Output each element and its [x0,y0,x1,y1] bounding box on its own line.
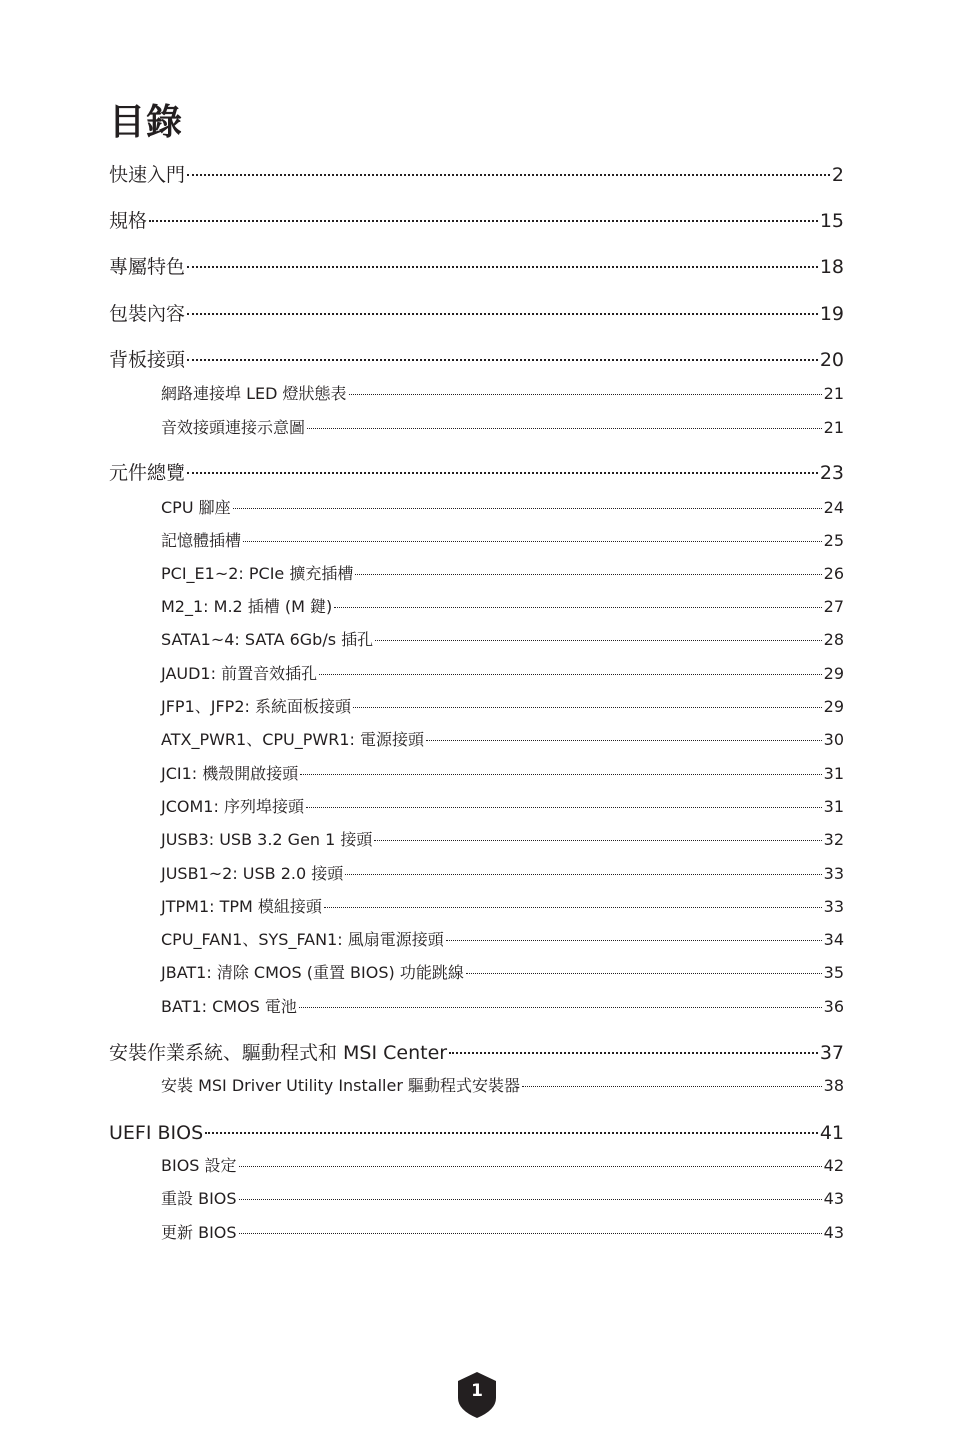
toc-subentry[interactable] [161,1154,844,1178]
toc-entry-label: 重設 BIOS [161,1189,237,1208]
toc-entry-page: 21 [823,384,844,403]
dot-leader [243,541,822,542]
toc-entry-label: 快速入門 [109,164,186,186]
toc-subentry[interactable] [161,1221,844,1245]
toc-subentry[interactable] [161,862,844,886]
toc-entry-label: JUSB3: USB 3.2 Gen 1 接頭 [161,830,373,849]
dot-leader [307,428,822,429]
toc-entry-page: 27 [823,597,844,616]
dot-leader [522,1086,822,1087]
toc-entry-page: 32 [823,830,844,849]
toc-entry-page: 42 [823,1156,844,1175]
page-number: 1 [471,1381,483,1401]
toc-entry-page: 33 [823,864,844,883]
toc-entry-label: JCI1: 機殼開啟接頭 [161,764,299,783]
toc-entry-page: 38 [823,1076,844,1095]
toc-entry-label: ATX_PWR1、CPU_PWR1: 電源接頭 [161,730,424,749]
page-number-badge [458,1372,496,1418]
dot-leader [187,313,818,315]
toc-entry-page: 2 [831,164,844,186]
toc-entry-page: 15 [819,210,844,232]
toc-entry-label: BAT1: CMOS 電池 [161,997,297,1016]
toc-entry-label: JBAT1: 清除 CMOS (重置 BIOS) 功能跳線 [161,963,464,982]
toc-entry[interactable] [109,300,844,328]
toc-entry-page: 34 [823,930,844,949]
toc-entry-label: 更新 BIOS [161,1223,237,1242]
toc-subentry[interactable] [161,496,844,520]
dot-leader [233,508,822,509]
dot-leader [306,807,822,808]
toc-entry-label: PCI_E1~2: PCIe 擴充插槽 [161,564,354,583]
toc-entry[interactable] [109,346,844,374]
toc-entry-label: 規格 [109,210,148,232]
toc-entry-label: 包裝內容 [109,303,186,325]
toc-subentry[interactable] [161,828,844,852]
toc-subentry[interactable] [161,995,844,1019]
toc-entry-label: M2_1: M.2 插槽 (M 鍵) [161,597,333,616]
toc-entry-page: 29 [823,664,844,683]
toc-entry-page: 30 [823,730,844,749]
toc-subentry[interactable] [161,795,844,819]
toc-entry-label: 安裝作業系統、驅動程式和 MSI Center [109,1042,448,1064]
dot-leader [466,973,822,974]
toc-subentry[interactable] [161,728,844,752]
toc-subentry[interactable] [161,961,844,985]
toc-entry-label: JCOM1: 序列埠接頭 [161,797,304,816]
toc-entry-page: 29 [823,697,844,716]
toc-entry[interactable] [109,459,844,487]
toc-entry-page: 19 [819,303,844,325]
toc-entry-page: 21 [823,418,844,437]
toc-subentry[interactable] [161,662,844,686]
dot-leader [239,1166,822,1167]
toc-subentry[interactable] [161,416,844,440]
toc-entry-label: JUSB1~2: USB 2.0 接頭 [161,864,344,883]
toc-subentry[interactable] [161,595,844,619]
toc-entry-page: 36 [823,997,844,1016]
toc-subentry[interactable] [161,695,844,719]
toc-entry-page: 20 [819,349,844,371]
toc-entry-page: 31 [823,797,844,816]
toc-entry-page: 25 [823,531,844,550]
dot-leader [355,574,821,575]
dot-leader [349,394,822,395]
toc-subentry[interactable] [161,1187,844,1211]
toc-entry-page: 31 [823,764,844,783]
toc-subentry[interactable] [161,382,844,406]
toc-entry-page: 41 [819,1122,844,1144]
dot-leader [449,1052,818,1054]
toc-entry-page: 35 [823,963,844,982]
dot-leader [205,1132,818,1134]
toc-subentry[interactable] [161,1074,844,1098]
dot-leader [446,940,822,941]
dot-leader [187,472,818,474]
toc-entry[interactable] [109,1039,844,1067]
toc-entry-page: 43 [823,1189,844,1208]
toc-subentry[interactable] [161,529,844,553]
toc-entry-page: 23 [819,462,844,484]
toc-subentry[interactable] [161,628,844,652]
dot-leader [426,740,822,741]
toc-entry-label: CPU 腳座 [161,498,231,517]
dot-leader [334,607,821,608]
toc-entry-label: 專屬特色 [109,256,186,278]
toc-entry-label: JTPM1: TPM 模組接頭 [161,897,322,916]
dot-leader [353,707,822,708]
dot-leader [345,874,821,875]
toc-entry-label: BIOS 設定 [161,1156,237,1175]
toc-entry-page: 43 [823,1223,844,1242]
dot-leader [324,907,822,908]
toc-entry[interactable] [109,161,844,189]
dot-leader [187,359,818,361]
toc-entry-label: 網路連接埠 LED 燈狀態表 [161,384,347,403]
toc-subentry[interactable] [161,562,844,586]
toc-entry-label: UEFI BIOS [109,1122,204,1144]
toc-entry-label: SATA1~4: SATA 6Gb/s 插孔 [161,630,374,649]
toc-subentry[interactable] [161,762,844,786]
dot-leader [300,774,821,775]
toc-subentry[interactable] [161,928,844,952]
dot-leader [149,220,818,222]
dot-leader [239,1233,822,1234]
toc-entry-label: JFP1、JFP2: 系統面板接頭 [161,697,351,716]
toc-entry-label: 記憶體插槽 [161,531,242,550]
toc-entry[interactable] [109,1119,844,1147]
dot-leader [239,1199,822,1200]
toc-entry-page: 26 [823,564,844,583]
toc-entry-page: 18 [819,256,844,278]
toc-entry[interactable] [109,253,844,281]
toc-subentry[interactable] [161,895,844,919]
toc-entry-label: JAUD1: 前置音效插孔 [161,664,318,683]
toc-entry-label: 背板接頭 [109,349,186,371]
dot-leader [375,640,821,641]
toc-entry-page: 37 [819,1042,844,1064]
dot-leader [319,674,822,675]
toc-entry-page: 28 [823,630,844,649]
dot-leader [187,174,830,176]
page-title: 目錄 [109,102,184,143]
toc-entry-label: 音效接頭連接示意圖 [161,418,306,437]
dot-leader [299,1007,822,1008]
toc-entry-page: 24 [823,498,844,517]
toc-entry[interactable] [109,207,844,235]
dot-leader [374,840,821,841]
toc-entry-page: 33 [823,897,844,916]
toc-entry-label: 安裝 MSI Driver Utility Installer 驅動程式安裝器 [161,1076,520,1095]
toc-entry-label: 元件總覽 [109,462,186,484]
dot-leader [187,266,818,268]
toc-entry-label: CPU_FAN1、SYS_FAN1: 風扇電源接頭 [161,930,444,949]
